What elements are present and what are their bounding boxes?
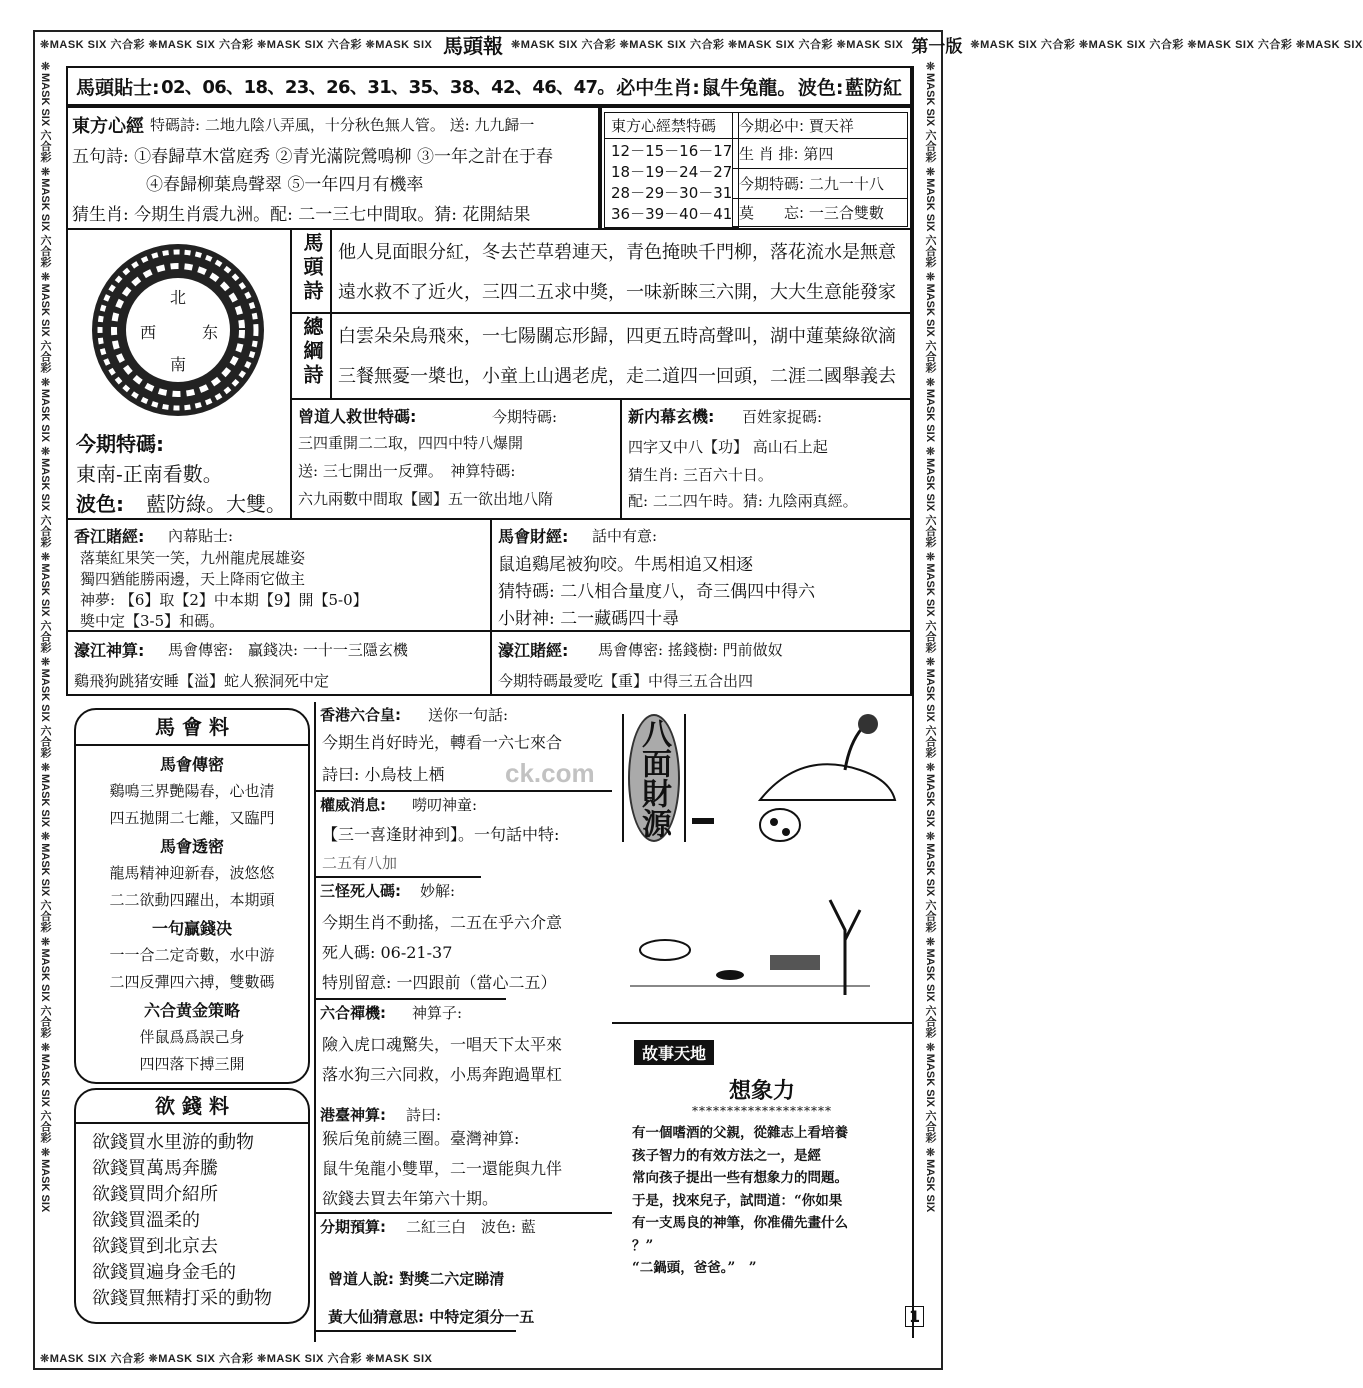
masthead-strip (511, 36, 903, 52)
xiangjiang-title: 香江賭經: (74, 527, 145, 546)
this-period-title: 今期特碼: (76, 432, 164, 456)
haojiang-bet-sub: 馬會傳密: 搖錢樹: 門前做奴 (598, 641, 783, 659)
info-tables (600, 106, 912, 230)
gangtai-line: 鼠牛兔龍小雙單，二一還能與九伴 (322, 1159, 563, 1178)
fortune-badge-frame (622, 714, 686, 842)
general-poem-line: 白雲朵朵鳥飛來，一七陽關忘形歸，四更五時高聲叫，湖中蓮葉綠欲滴 (338, 326, 896, 347)
wave-value: 藍防紅 (844, 76, 902, 99)
dongfang-line: ④春歸柳葉鳥聲翠 ⑤一年四月有機率 (146, 175, 424, 195)
section-line: 一一合二定奇數，水中游 (109, 946, 275, 964)
neimu-line: 配: 二二四午時。猜: 九陰兩真經。 (628, 492, 858, 510)
pattern-text: ❊MASK SIX 六合彩 ❊MASK SIX 六合彩 ❊MASK SIX 六合彩 ❊MASK SIX (924, 830, 936, 1213)
zen-title: 六合禪機: (320, 1004, 386, 1022)
haojiang-calc-sub: 馬會傳密: 贏錢决: 一十一三隱玄機 (168, 641, 408, 659)
right-border (912, 66, 914, 1338)
horse-poem-line: 他人見面眼分紅，冬去芒草碧連天，青色掩映千門柳，落花流水是無意 (338, 242, 896, 263)
dongfang-line: 五句詩: ①春歸草木當庭秀 ②青光滿院鶯鳴柳 ③一年之計在于春 (72, 147, 553, 167)
section-line: 龍馬精神迎新春，波悠悠 (109, 864, 275, 882)
hk-king-sub: 送你一句話: (428, 706, 509, 724)
story-line: 有一個嗜酒的父親，從雜志上看培養 (632, 1125, 848, 1141)
yuqian-item: 欲錢買問介紹所 (92, 1184, 218, 1205)
pattern-text: ❊MASK SIX 六合彩 ❊MASK SIX 六合彩 ❊MASK SIX 六合彩 ❊MASK SIX (970, 39, 1363, 51)
pattern-text: ❊MASK SIX 六合彩 ❊MASK SIX 六合彩 ❊MASK SIX 六合彩 ❊MASK SIX (924, 445, 936, 828)
mahui-cai-line: 猜特碼: 二八相合量度八，奇三偶四中得六 (498, 582, 816, 602)
dead-sub: 妙解: (420, 882, 456, 900)
info-rank: 生 肖 排: 第四 (733, 139, 908, 169)
haojiang-bet-section (490, 630, 912, 696)
yuqian-item: 欲錢買到北京去 (92, 1236, 218, 1257)
compass-section (66, 228, 292, 520)
haojiang-calc-title: 濠江神算: (74, 641, 145, 660)
hk-king-line: 詩曰: 小鳥枝上栖 (322, 765, 445, 784)
this-period-line: 東南-正南看數。 (76, 462, 223, 486)
zeng-line: 送: 三七開出一反彈。 神算特碼: (298, 462, 516, 480)
compass-west: 西 (140, 323, 157, 342)
neimu-sub: 百姓家捉碼: (742, 408, 823, 426)
zodiac-value: 鼠牛兔龍。 (701, 76, 797, 99)
dead-title: 三怪死人碼: (320, 882, 401, 900)
story-line: 孩子智力的有效方法之一，是經 (632, 1147, 821, 1164)
right-pattern-strip (922, 60, 938, 1350)
section-head: 六合黄金策略 (143, 1001, 240, 1020)
masthead (40, 32, 1363, 58)
xiangjiang-section (66, 518, 492, 632)
banned-row: 28－29－30－31 (611, 184, 733, 202)
mahui-cai-section (490, 518, 912, 632)
budget-title: 分期預算: (320, 1218, 386, 1236)
story-stars: ******************** (692, 1104, 832, 1118)
divider (316, 876, 481, 878)
banned-row: 36－39－40－41 (611, 205, 733, 223)
dead-line: 死人碼: 06-21-37 (322, 943, 453, 962)
yuqian-item: 欲錢買遍身金毛的 (92, 1262, 236, 1283)
wave-label: 波色: (797, 76, 844, 99)
yuqian-item: 欲錢買水里游的動物 (92, 1132, 254, 1153)
divider (330, 230, 332, 312)
divider (316, 1212, 612, 1214)
zodiac-label: 必中生肖: (616, 76, 700, 99)
haojiang-calc-line: 鷄飛狗跳猪安睡【溢】蛇人猴洞死中定 (74, 672, 330, 690)
fortune-badge: 八面財源 (628, 714, 680, 842)
zeng-sub: 今期特碼: (492, 408, 558, 426)
left-pattern-strip (37, 60, 53, 1350)
mahui-liao-title: 馬 會 料 (76, 710, 308, 746)
edition-label: 第一版 (911, 36, 963, 57)
horse-poem (290, 228, 912, 314)
info-must: 今期必中: 賈天祥 (733, 113, 908, 139)
compass-wheel-icon (88, 240, 268, 420)
horse-poem-title: 馬頭詩 (300, 232, 324, 304)
story-line: 于是，找來兒子，試問道：“你如果 (632, 1192, 843, 1209)
mahui-cai-title: 馬會財經: (498, 527, 569, 546)
story-line: ？” (632, 1237, 654, 1254)
horse-poem-line: 遠水救不了近火，三四二五求中獎，一味新睞三六開，大大生意能發家 (338, 282, 896, 303)
divider (612, 1022, 912, 1036)
divider (330, 314, 332, 398)
info-special: 今期特碼: 二九一十八 (733, 169, 908, 199)
mahui-cai-line: 小財神: 二一藏碼四十尋 (498, 609, 680, 629)
this-period-wave: 藍防綠。大雙。 (146, 492, 286, 516)
watermark: ck.com (505, 758, 595, 788)
haojiang-bet-title: 濠江賭經: (498, 641, 569, 660)
zen-line: 險入虎口魂驚失，一唱天下太平來 (322, 1035, 563, 1054)
masthead-title: 馬頭報 (443, 33, 503, 58)
tips-row-content (68, 68, 910, 104)
dongfang-line: 特碼詩: 二地九陰八弄風，十分秋色無人管。 送: 九九歸一 (150, 116, 535, 134)
section-line: 四四落下搏三開 (139, 1055, 245, 1073)
dongfang-section (66, 106, 600, 230)
pattern-text: ❊MASK SIX 六合彩 ❊MASK SIX 六合彩 ❊MASK SIX 六合彩 ❊MASK SIX (39, 830, 51, 1213)
section-line: 鷄鳴三界艷陽春，心也清 (109, 782, 275, 800)
story-line: 常向孩子提出一些有想象力的問題。 (632, 1170, 848, 1186)
gangtai-line: 猴后兔前繞三圈。臺灣神算: (322, 1129, 520, 1148)
section-head: 一句贏錢决 (151, 919, 232, 938)
banned-numbers (605, 139, 739, 228)
gangtai-line: 欲錢去買去年第六十期。 (322, 1189, 499, 1208)
neimu-title: 新内幕玄機: (628, 407, 715, 426)
story-line: “二鍋頭，爸爸。” ” (632, 1260, 757, 1276)
this-period-wave-label: 波色: (76, 492, 124, 516)
compass-north: 北 (170, 288, 187, 307)
authority-line: 【三一喜逢財神到】。一句話中特: (322, 825, 560, 844)
pattern-text: ❊MASK SIX 六合彩 ❊MASK SIX 六合彩 ❊MASK SIX 六合彩 ❊MASK SIX (40, 1353, 433, 1365)
gangtai-title: 港臺神算: (320, 1106, 386, 1124)
budget-value: 二紅三白 波色: 藍 (406, 1218, 536, 1236)
info-forget: 莫 忘: 一三合雙數 (733, 199, 908, 227)
mahui-cai-line: 鼠追鷄尾被狗咬。牛馬相追又相逐 (498, 555, 753, 575)
yuqian-list (76, 1124, 308, 1312)
divider (316, 790, 612, 792)
pattern-text: ❊MASK SIX 六合彩 ❊MASK SIX 六合彩 ❊MASK SIX 六合彩 ❊MASK SIX (39, 60, 51, 443)
tips-numbers: 02、06、18、23、26、31、35、38、42、46、47。 (161, 77, 615, 98)
dead-line: 今期生肖不動搖，二五在乎六介意 (322, 913, 563, 932)
xiangjiang-line: 落葉紅果笑一笑，九州龍虎展雄姿 (80, 549, 306, 567)
haojiang-bet-line: 今期特碼最愛吃【重】中得三五合出四 (498, 672, 754, 690)
mahui-liao-box (74, 708, 310, 1084)
yuqian-title: 欲 錢 料 (76, 1090, 308, 1124)
zen-line: 落水狗三六同救，小馬奔跑過單杠 (322, 1065, 563, 1084)
zeng-section (290, 398, 622, 520)
neimu-line: 猜生肖: 三百六十日。 (628, 466, 773, 484)
zeng-title: 曾道人救世特碼: (298, 407, 417, 426)
dog-tree-illustration-icon (630, 890, 880, 1000)
neimu-section (620, 398, 912, 520)
dead-line: 特別留意: 一四跟前（當心二五） (322, 973, 557, 992)
story-title: 想象力 (728, 1079, 795, 1104)
yuqian-item: 欲錢買萬馬奔騰 (92, 1158, 218, 1179)
yuqian-item: 欲錢買無精打采的動物 (92, 1288, 272, 1309)
masthead-strip (970, 36, 1362, 52)
xiangjiang-line: 獎中定【3-5】和碼。 (80, 612, 225, 630)
section-line: 二四反彈四六搏，雙數碼 (109, 973, 275, 991)
authority-line: 二五有八加 (322, 854, 398, 872)
authority-sub: 嘮叨神童: (412, 796, 478, 814)
banned-row: 18－19－24－27 (611, 163, 733, 181)
section-line: 二二欲動四躍出，本期頭 (109, 891, 275, 909)
banned-title: 東方心經禁特碼 (605, 113, 739, 139)
story-body (632, 1122, 848, 1280)
general-poem-title: 總綱詩 (300, 316, 324, 388)
dongfang-title: 東方心經 (72, 116, 144, 137)
middle-column (314, 702, 610, 1342)
story-line: 有一支馬良的神筆，你准備先畫什么 (632, 1215, 848, 1231)
compass-south: 南 (170, 355, 187, 374)
general-poem-line: 三餐無憂一槳也，小童上山遇老虎，走二道四一回頭，二涯二國舉義去 (338, 366, 896, 387)
pattern-text: ❊MASK SIX 六合彩 ❊MASK SIX 六合彩 ❊MASK SIX 六合彩 ❊MASK SIX (39, 445, 51, 828)
masthead-strip (40, 36, 435, 52)
xiangjiang-line: 獨四猶能勝兩邊，天上降雨它做主 (80, 570, 306, 588)
section-head: 馬會透密 (159, 837, 224, 856)
pattern-text: ❊MASK SIX 六合彩 ❊MASK SIX 六合彩 ❊MASK SIX 六合彩 ❊MASK SIX (511, 39, 904, 51)
section-line: 四五拋開二七離，又臨門 (109, 809, 275, 827)
gangtai-sub: 詩曰: (406, 1106, 442, 1124)
info-table (732, 112, 908, 227)
zen-sub: 神算子: (412, 1004, 463, 1022)
tips-label: 馬頭貼士: (76, 76, 160, 99)
tips-row (66, 66, 912, 106)
yuqian-item: 欲錢買溫柔的 (92, 1210, 200, 1231)
page-number: 1 (905, 1306, 924, 1327)
xiangjiang-line: 神夢: 【6】取【2】中本期【9】開【5-0】 (80, 591, 368, 609)
general-poem (290, 312, 912, 400)
hk-king-title: 香港六合皇: (320, 706, 401, 724)
banned-row: 12－15－16－17 (611, 142, 733, 160)
divider (316, 1330, 516, 1332)
zeng-line: 六九兩數中間取【國】五一欲出地八隋 (298, 490, 554, 508)
story-tag: 故事天地 (634, 1040, 714, 1065)
zeng-line: 三四重開二二取，四四中特八爆開 (298, 434, 524, 452)
yuqian-box (74, 1088, 310, 1324)
section-line: 伴鼠爲爲誤己身 (139, 1028, 245, 1046)
zeng-say: 曾道人說: 對獎二六定睇清 (328, 1270, 505, 1288)
neimu-line: 四字又中八【功】 高山石上起 (628, 438, 828, 456)
wong-tai-sin: 黃大仙猜意思: 中特定須分一五 (328, 1308, 535, 1326)
xiangjiang-sub: 內幕貼士: (168, 527, 234, 545)
hk-king-line: 今期生肖好時光，轉看一六七來合 (322, 733, 563, 752)
section-head: 馬會傳密 (159, 755, 224, 774)
compass-east: 东 (202, 323, 219, 342)
dog-rock-illustration-icon (690, 710, 910, 850)
pattern-text: ❊MASK SIX 六合彩 ❊MASK SIX 六合彩 ❊MASK SIX 六合彩 ❊MASK SIX (924, 60, 936, 443)
authority-title: 權威消息: (320, 796, 386, 814)
dongfang-line: 猜生肖: 今期生肖震九洲。配: 二一三七中間取。猜: 花開結果 (72, 205, 531, 225)
haojiang-calc-section (66, 630, 492, 696)
divider (316, 998, 506, 1000)
pattern-text: ❊MASK SIX 六合彩 ❊MASK SIX 六合彩 ❊MASK SIX 六合彩 ❊MASK SIX (40, 39, 433, 51)
banned-table (604, 112, 739, 228)
mahui-cai-sub: 話中有意: (592, 527, 658, 545)
bottom-pattern-strip (40, 1350, 935, 1366)
